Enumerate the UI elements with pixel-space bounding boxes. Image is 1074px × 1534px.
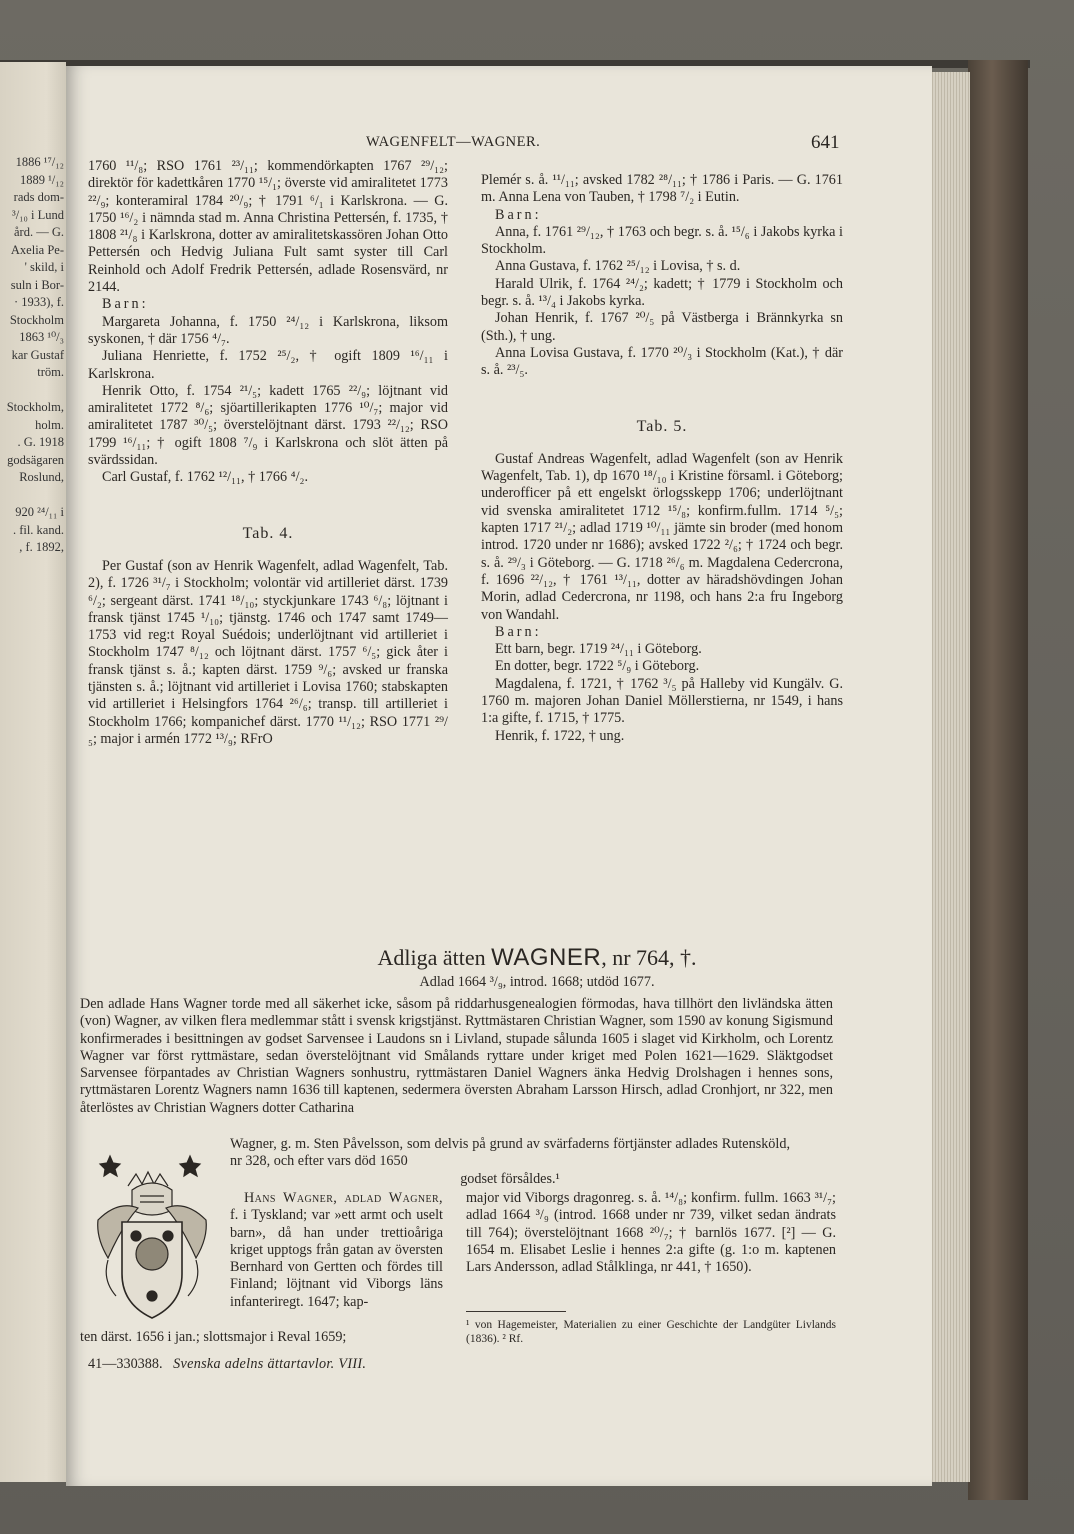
children-heading: Barn: [495, 623, 542, 640]
previous-page-fragment: suln i Bor- [10, 277, 64, 292]
children-heading: Barn: [102, 296, 149, 313]
paragraph: Gustaf Andreas Wagenfelt, adlad Wagenfelt (son av Henrik Wagenfelt, Tab. 1), dp 1670 ¹⁸/₁₀ i Kristine församl. i Göteborg; underofficer på ett engelskt örlogsskepp 1706; underlöjtnant vid svenska amiralitetet 1712 ¹⁵/₈; konfirm.fullm. 1714 ⁵/₅; kapten 1717 ²¹/₂; adlad 1719 ¹⁰/₁₁ jämte sin broder (med honom introd. 1720 under nr 1686); avsked 1722 ²/₆; † 1724 och begr. s. å. ²⁹/₃ i Göteborg. — G. 1718 ²⁶/₆ m. Magdalena Cedercrona, f. 1696 ²²/₁₂, † 1761 ¹³/₁₁, dotter av häradshövdingen Johan Morin, adlad Cedercrona, nr 1198, och hans 2:a fru Ingeborg von Wandahl. [481, 450, 843, 623]
paragraph: En dotter, begr. 1722 ⁵/₉ i Göteborg. [495, 658, 700, 675]
wagner-title [0, 944, 1074, 972]
running-head: WAGENFELT—WAGNER. [366, 134, 541, 150]
table-heading: Tab. 5. [636, 417, 688, 435]
previous-page-fragment: , f. 1892, [19, 540, 64, 554]
previous-page-fragment: tröm. [37, 365, 64, 379]
wagner-subtitle: Adlad 1664 ³/₉, introd. 1668; utdöd 1677. [419, 974, 655, 990]
hans-entry-continued [466, 1190, 836, 1276]
paragraph: Plemér s. å. ¹¹/₁₁; avsked 1782 ²⁸/₁₁; † 1786 i Paris. — G. 1761 m. Anna Lena von Tauben, † 1798 ⁷/₂ i Eutin. [481, 172, 843, 206]
previous-page-fragment: Axelia Pe- [10, 242, 64, 257]
paragraph: Henrik, f. 1722, † ung. [495, 727, 625, 744]
book-cover-edge [968, 60, 1028, 1500]
previous-page-fragment: holm. [35, 417, 64, 432]
paragraph: Ett barn, begr. 1719 ²⁴/₁₁ i Göteborg. [495, 641, 702, 658]
page-edges [930, 72, 970, 1482]
paragraph: 1760 ¹¹/₈; RSO 1761 ²³/₁₁; kommendörkapten 1767 ²⁹/₁₂; direktör för kadettkåren 1770 ¹⁵/₁; överste vid amiralitetet 1773 ²²/₉; konteramiral 1784 ²⁰/₉; † 1791 ⁶/₁ i Karlskrona. — G. 1750 ¹⁶/₂ i nämnda stad m. Anna Christina Pettersén, f. 1735, † 1808 ²¹/₈ i Karlskrona, dotter av amiralitetskassören Johan Otto Pettersén och Hedvig Juliana Fult samt syster till Carl Reinhold och Adolf Fredrik Pettersén, adlade Rosensvärd, nr 2144. [88, 158, 448, 296]
previous-page-fragment: ³/₁₀ i Lund [11, 207, 64, 222]
previous-page-fragment: kar Gustaf [11, 347, 64, 362]
hans-continued-text: major vid Viborgs dragonreg. s. å. ¹⁴/₈; konfirm. fullm. 1663 ³¹/₇; adlad 1664 ³/₉ (introd. 1668 under nr 739, vilket sedan ändrats till 764); överstelöjtnant 1668 ²⁰/₇; † barnlös 1677. [²] — G. 1654 m. Elisabet Leslie i hennes 2:a gifte (g. 1:o m. kaptenen Lars Andersson, adlad Stålklinga, nr 441, † 1650). [466, 1190, 836, 1276]
title-suffix: , nr 764, †. [601, 945, 697, 970]
hans-wagner-entry [230, 1190, 443, 1311]
paragraph: Carl Gustaf, f. 1762 ¹²/₁₁, † 1766 ⁴/₂. [102, 469, 309, 486]
left-column [88, 158, 448, 748]
previous-page-fragment: ' skild, i [24, 260, 64, 274]
paragraph: Anna Lovisa Gustava, f. 1770 ²⁰/₃ i Stockholm (Kat.), † där s. å. ²³/₅. [481, 344, 843, 379]
intro-last-line: godset försåldes.¹ [460, 1170, 560, 1187]
signature-code: 41—330388. [88, 1356, 163, 1372]
previous-page-fragment: Roslund, [19, 470, 64, 484]
previous-page-fragment: . G. 1918 [17, 435, 64, 449]
paragraph: Magdalena, f. 1721, † 1762 ³/₅ på Halleby vid Kungälv. G. 1760 m. majoren Johan Daniel Möllerstierna, nr 1549, i hans 1:a gifte, f. 1715, † 1775. [481, 675, 843, 727]
paragraph: Johan Henrik, f. 1767 ²⁰/₅ på Västberga i Brännkyrka sn (Sth.), † ung. [481, 310, 843, 344]
right-column [481, 172, 843, 745]
previous-page-fragment: 1889 ¹/₁₂ [19, 172, 64, 187]
page-number: 641 [811, 132, 840, 153]
paragraph: Margareta Johanna, f. 1750 ²⁴/₁₂ i Karlskrona, liksom syskonen, † där 1756 ⁴/₇. [88, 313, 448, 347]
coat-of-arms-icon [88, 1150, 216, 1328]
previous-page-fragment: Stockholm, [6, 400, 64, 414]
title-prefix: Adliga ätten [377, 945, 486, 970]
footnote-rule [466, 1311, 566, 1312]
paragraph: Anna, f. 1761 ²⁹/₁₂, † 1763 och begr. s. å. ¹⁵/₆ i Jakobs kyrka i Stockholm. [481, 223, 843, 258]
children-heading: Barn: [495, 206, 542, 223]
previous-page-fragment: . fil. kand. [12, 522, 64, 537]
hans-name: Hans Wagner, adlad Wagner, [244, 1190, 443, 1206]
paragraph: Harald Ulrik, f. 1764 ²⁴/₂; kadett; † 1779 i Stockholm och begr. s. å. ¹³/₄ i Jakobs kyrka. [481, 275, 843, 310]
wagner-intro-continued [230, 1136, 790, 1188]
previous-page-fragment: godsägaren [7, 452, 64, 467]
footnote: ¹ von Hagemeister, Materialien zu einer Geschichte der Landgüter Livlands (1836). ² Rf. [466, 1319, 836, 1345]
previous-page-fragment: ård. — G. [14, 225, 64, 239]
table-heading: Tab. 4. [242, 524, 294, 542]
signature-line [88, 1356, 366, 1373]
previous-page-fragment: 1886 ¹⁷/₁₂ [15, 155, 64, 169]
previous-page-fragment: 920 ²⁴/₁₁ i [15, 505, 64, 519]
wagner-intro: Den adlade Hans Wagner torde med all säkerhet icke, såsom på riddarhusgenealogien förmodas, hava tillhört den livländska ätten (von) Wagner, av vilken flera medlemmar stått i svensk krigstjänst. Ryttmästaren Christian Wagner, som 1590 av konung Sigismund konfirmerades i besittningen av godset Sarvensee i Laudons sn i Livland, stupade sålunda 1605 i slaget vid Kirkholm, och Lorentz Wagner var först ryttmästare, sedan överstelöjtnant vid Smålands ryttare under kriget med Polen 1621—1629. Släktgodset Sarvensee förpantades av Christian Wagners sonhustru, ryttmästaren Daniel Wagners änka Hedvig Drolshagen i hennes sons, ryttmästaren Lorentz Wagners namn 1636 till kaptenen, sedermera översten Abraham Larsson Hirsch, adlad Cronhjort, nr 322, men återlöstes av Christian Wagners dotter Catharina [80, 996, 833, 1116]
hans-text: f. i Tyskland; var »ett armt och uselt barn», då han under trettioåriga kriget upptogs från gatan av översten Bernhard von Gertten och fördes till Finland; löjtnant vid Viborgs läns infanteriregt. 1647; kap- [230, 1207, 443, 1310]
hans-entry-end: ten därst. 1656 i jan.; slottsmajor i Reval 1659; [80, 1329, 347, 1345]
previous-page-fragment: · 1933), f. [14, 295, 64, 309]
intro-continued-text: Wagner, g. m. Sten Påvelsson, som delvis på grund av svärfaderns förtjänster adlades Rutensköld, nr 328, och efter vars död 1650 [230, 1136, 790, 1170]
paragraph: Juliana Henriette, f. 1752 ²⁵/₂, † ogift 1809 ¹⁶/₁₁ i Karlskrona. [88, 348, 448, 382]
title-name: WAGNER [491, 944, 602, 971]
previous-page-fragment: rads dom- [13, 190, 64, 204]
previous-page-fragment: Stockholm [9, 312, 64, 327]
signature-title: Svenska adelns ättartavlor. VIII. [173, 1356, 367, 1372]
paragraph: Anna Gustava, f. 1762 ²⁵/₁₂ i Lovisa, † s. d. [495, 258, 741, 275]
paragraph: Per Gustaf (son av Henrik Wagenfelt, adlad Wagenfelt, Tab. 2), f. 1726 ³¹/₇ i Stockholm; volontär vid artilleriet därst. 1739 ⁶/₂; sergeant därst. 1741 ¹⁸/₁₀; styckjunkare 1743 ⁶/₈; löjtnant i fransk tjänst 1745 ¹/₁₀; tjänstg. 1746 och 1747 samt 1749—1753 vid reg:t Royal Suédois; underlöjtnant vid artilleriet i Stockholm 1747 ⁸/₁₂ och löjtnant därst. 1757 ⁶/₅; gick åter i fransk tjänst s. å.; kapten därst. 1759 ⁹/₆; avsked ur franska tjänsten s. å.; löjtnant vid artilleriet i Lovisa 1760; stabskapten vid artilleriet i Helsingfors 1764 ²⁶/₆; transp. till artilleriet i Stockholm 1766; kompanichef därst. 1770 ¹¹/₁₂; RSO 1771 ²⁹/₅; major i armén 1772 ¹³/₉; RFrO [88, 557, 448, 747]
previous-page-edge [0, 62, 66, 1482]
paragraph: Henrik Otto, f. 1754 ²¹/₅; kadett 1765 ²²/₉; löjtnant vid amiralitetet 1772 ⁸/₆; sjöartillerikapten 1776 ¹⁰/₇; major vid amiralitetet 1787 ³⁰/₅; överstelöjtnant därst. 1793 ²²/₁₂; RSO 1799 ¹⁶/₁₁; † ogift 1808 ⁷/₉ i Karlskrona och slöt ätten på svärdssidan. [88, 382, 448, 469]
previous-page-fragment: 1863 ¹⁰/₃ [19, 330, 64, 344]
